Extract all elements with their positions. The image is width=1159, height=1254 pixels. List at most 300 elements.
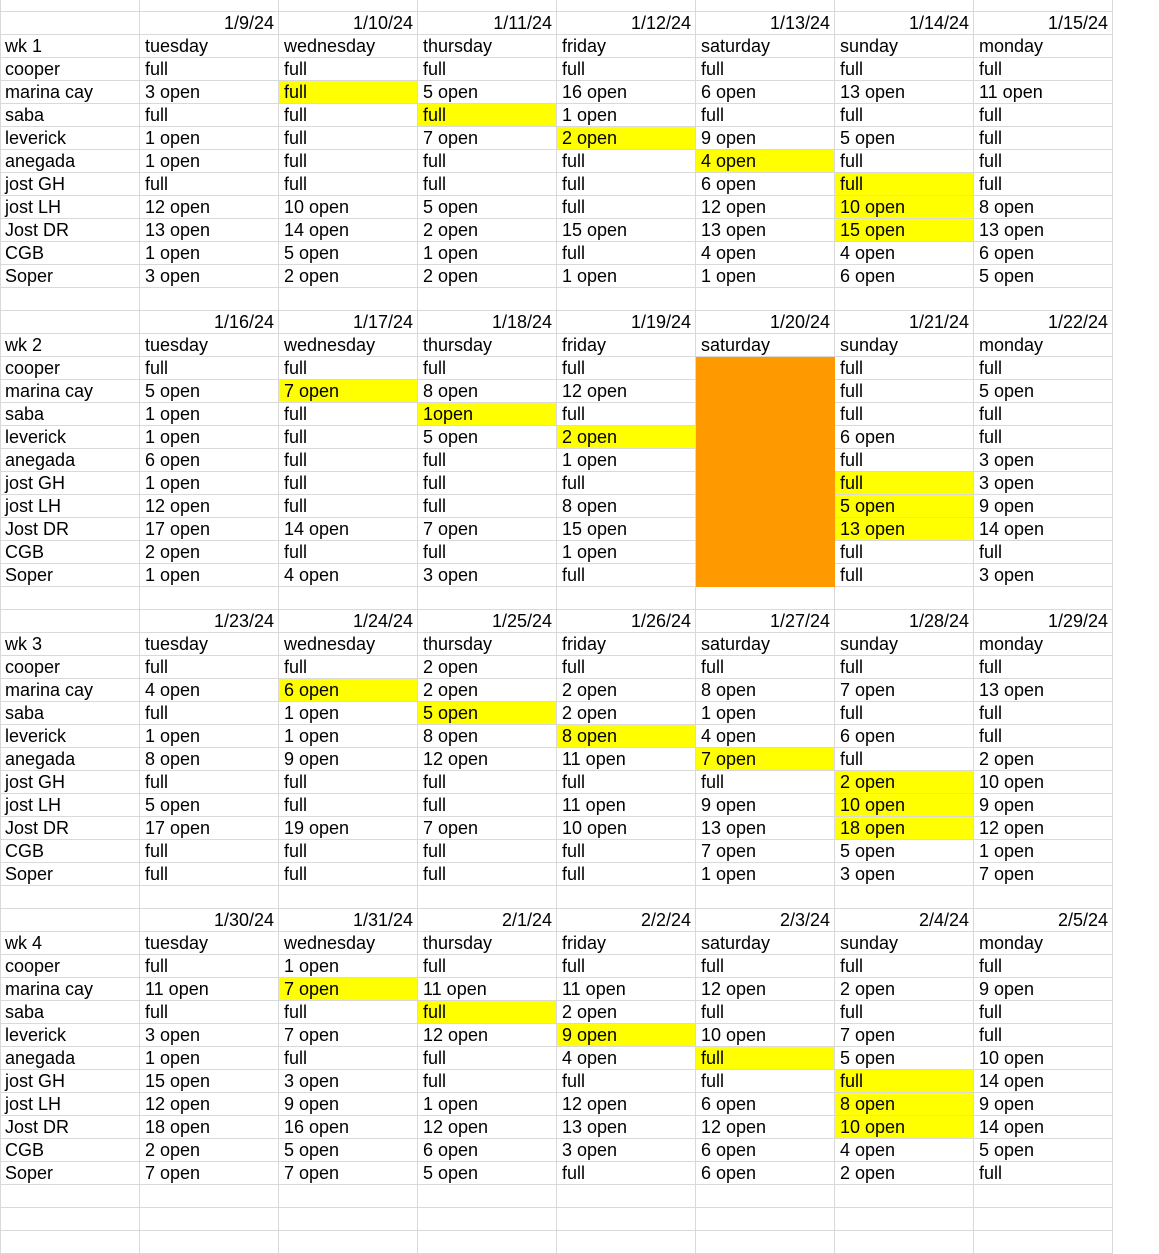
availability-cell[interactable]: full: [418, 1001, 557, 1024]
availability-cell[interactable]: full: [835, 357, 974, 380]
availability-cell[interactable]: 7 open: [835, 1024, 974, 1047]
date-cell[interactable]: 1/9/24: [140, 12, 279, 35]
empty-cell[interactable]: [696, 587, 835, 610]
availability-cell[interactable]: 12 open: [974, 817, 1113, 840]
empty-cell[interactable]: [974, 587, 1113, 610]
availability-cell[interactable]: 1 open: [974, 840, 1113, 863]
availability-cell[interactable]: 1 open: [557, 449, 696, 472]
availability-cell[interactable]: full: [557, 840, 696, 863]
location-name[interactable]: jost LH: [0, 495, 140, 518]
empty-cell[interactable]: [835, 587, 974, 610]
empty-cell[interactable]: [974, 1231, 1113, 1254]
empty-cell[interactable]: [140, 886, 279, 909]
location-name[interactable]: leverick: [0, 1024, 140, 1047]
availability-cell[interactable]: full: [557, 403, 696, 426]
availability-cell[interactable]: 13 open: [974, 219, 1113, 242]
empty-cell[interactable]: [279, 0, 418, 12]
location-name[interactable]: marina cay: [0, 978, 140, 1001]
availability-cell[interactable]: 2 open: [279, 265, 418, 288]
availability-cell[interactable]: full: [835, 564, 974, 587]
availability-cell[interactable]: [696, 495, 835, 518]
availability-cell[interactable]: 2 open: [418, 219, 557, 242]
availability-cell[interactable]: 7 open: [418, 817, 557, 840]
availability-cell[interactable]: 8 open: [557, 495, 696, 518]
day-header-cell[interactable]: wednesday: [279, 334, 418, 357]
availability-cell[interactable]: full: [279, 495, 418, 518]
day-header-cell[interactable]: tuesday: [140, 932, 279, 955]
availability-cell[interactable]: 8 open: [696, 679, 835, 702]
location-name[interactable]: leverick: [0, 426, 140, 449]
day-header-cell[interactable]: monday: [974, 633, 1113, 656]
availability-cell[interactable]: full: [557, 955, 696, 978]
availability-cell[interactable]: 2 open: [140, 1139, 279, 1162]
availability-cell[interactable]: [696, 357, 835, 380]
availability-cell[interactable]: full: [835, 656, 974, 679]
availability-cell[interactable]: full: [557, 1070, 696, 1093]
availability-cell[interactable]: 1 open: [696, 265, 835, 288]
availability-cell[interactable]: 11 open: [557, 748, 696, 771]
availability-cell[interactable]: 12 open: [696, 1116, 835, 1139]
availability-cell[interactable]: full: [974, 357, 1113, 380]
availability-cell[interactable]: 6 open: [835, 426, 974, 449]
date-cell[interactable]: 1/29/24: [974, 610, 1113, 633]
location-name[interactable]: CGB: [0, 242, 140, 265]
availability-cell[interactable]: full: [279, 863, 418, 886]
availability-cell[interactable]: 11 open: [557, 978, 696, 1001]
date-cell[interactable]: 1/20/24: [696, 311, 835, 334]
availability-cell[interactable]: full: [418, 58, 557, 81]
availability-cell[interactable]: 3 open: [974, 472, 1113, 495]
week-label[interactable]: wk 1: [0, 35, 140, 58]
availability-cell[interactable]: 15 open: [140, 1070, 279, 1093]
availability-cell[interactable]: full: [696, 58, 835, 81]
location-name[interactable]: saba: [0, 403, 140, 426]
availability-cell[interactable]: full: [835, 150, 974, 173]
location-name[interactable]: saba: [0, 1001, 140, 1024]
availability-cell[interactable]: full: [418, 1070, 557, 1093]
availability-cell[interactable]: 13 open: [835, 518, 974, 541]
availability-cell[interactable]: full: [140, 1001, 279, 1024]
availability-cell[interactable]: 13 open: [974, 679, 1113, 702]
empty-cell[interactable]: [696, 886, 835, 909]
availability-cell[interactable]: full: [835, 403, 974, 426]
date-cell[interactable]: 1/14/24: [835, 12, 974, 35]
availability-cell[interactable]: 9 open: [557, 1024, 696, 1047]
availability-cell[interactable]: 2 open: [557, 1001, 696, 1024]
availability-cell[interactable]: full: [418, 541, 557, 564]
availability-cell[interactable]: [696, 403, 835, 426]
availability-cell[interactable]: 5 open: [418, 702, 557, 725]
availability-cell[interactable]: 7 open: [418, 518, 557, 541]
availability-cell[interactable]: 4 open: [279, 564, 418, 587]
availability-cell[interactable]: full: [279, 150, 418, 173]
availability-cell[interactable]: 9 open: [974, 978, 1113, 1001]
date-cell[interactable]: 1/19/24: [557, 311, 696, 334]
day-header-cell[interactable]: friday: [557, 334, 696, 357]
location-name[interactable]: Jost DR: [0, 219, 140, 242]
day-header-cell[interactable]: thursday: [418, 932, 557, 955]
empty-cell[interactable]: [279, 288, 418, 311]
date-cell[interactable]: 1/23/24: [140, 610, 279, 633]
availability-cell[interactable]: full: [418, 771, 557, 794]
availability-cell[interactable]: 12 open: [140, 1093, 279, 1116]
location-name[interactable]: Jost DR: [0, 518, 140, 541]
empty-cell[interactable]: [0, 610, 140, 633]
empty-cell[interactable]: [557, 288, 696, 311]
week-label[interactable]: wk 3: [0, 633, 140, 656]
availability-cell[interactable]: full: [835, 380, 974, 403]
day-header-cell[interactable]: friday: [557, 932, 696, 955]
empty-cell[interactable]: [0, 288, 140, 311]
empty-cell[interactable]: [140, 1208, 279, 1231]
availability-cell[interactable]: 2 open: [418, 679, 557, 702]
availability-cell[interactable]: full: [835, 173, 974, 196]
availability-cell[interactable]: 5 open: [418, 196, 557, 219]
availability-cell[interactable]: full: [835, 748, 974, 771]
availability-cell[interactable]: 1 open: [557, 104, 696, 127]
availability-cell[interactable]: 12 open: [418, 1116, 557, 1139]
availability-cell[interactable]: 5 open: [835, 840, 974, 863]
availability-cell[interactable]: full: [696, 104, 835, 127]
availability-cell[interactable]: 18 open: [835, 817, 974, 840]
empty-cell[interactable]: [0, 12, 140, 35]
date-cell[interactable]: 1/13/24: [696, 12, 835, 35]
availability-cell[interactable]: full: [140, 863, 279, 886]
day-header-cell[interactable]: friday: [557, 35, 696, 58]
availability-cell[interactable]: 12 open: [696, 196, 835, 219]
availability-cell[interactable]: 4 open: [835, 1139, 974, 1162]
availability-cell[interactable]: 12 open: [140, 495, 279, 518]
availability-cell[interactable]: 4 open: [557, 1047, 696, 1070]
date-cell[interactable]: 2/4/24: [835, 909, 974, 932]
availability-cell[interactable]: 5 open: [140, 794, 279, 817]
location-name[interactable]: cooper: [0, 357, 140, 380]
availability-cell[interactable]: 1 open: [140, 564, 279, 587]
availability-cell[interactable]: 7 open: [835, 679, 974, 702]
date-cell[interactable]: 2/1/24: [418, 909, 557, 932]
empty-cell[interactable]: [140, 288, 279, 311]
location-name[interactable]: saba: [0, 702, 140, 725]
empty-cell[interactable]: [140, 1185, 279, 1208]
location-name[interactable]: jost LH: [0, 1093, 140, 1116]
availability-cell[interactable]: 1 open: [140, 150, 279, 173]
empty-cell[interactable]: [279, 1185, 418, 1208]
availability-cell[interactable]: 7 open: [279, 380, 418, 403]
availability-cell[interactable]: 15 open: [835, 219, 974, 242]
availability-cell[interactable]: 5 open: [974, 265, 1113, 288]
date-cell[interactable]: 1/22/24: [974, 311, 1113, 334]
date-cell[interactable]: 2/3/24: [696, 909, 835, 932]
availability-cell[interactable]: 16 open: [279, 1116, 418, 1139]
empty-cell[interactable]: [0, 587, 140, 610]
day-header-cell[interactable]: monday: [974, 932, 1113, 955]
availability-cell[interactable]: 15 open: [557, 518, 696, 541]
availability-cell[interactable]: full: [140, 840, 279, 863]
location-name[interactable]: anegada: [0, 748, 140, 771]
location-name[interactable]: jost GH: [0, 1070, 140, 1093]
availability-cell[interactable]: 3 open: [835, 863, 974, 886]
location-name[interactable]: marina cay: [0, 679, 140, 702]
empty-cell[interactable]: [696, 1208, 835, 1231]
availability-cell[interactable]: 1 open: [140, 1047, 279, 1070]
empty-cell[interactable]: [0, 1231, 140, 1254]
empty-cell[interactable]: [696, 288, 835, 311]
availability-cell[interactable]: 6 open: [279, 679, 418, 702]
availability-cell[interactable]: 4 open: [835, 242, 974, 265]
empty-cell[interactable]: [140, 1231, 279, 1254]
location-name[interactable]: Soper: [0, 564, 140, 587]
availability-cell[interactable]: 6 open: [974, 242, 1113, 265]
availability-cell[interactable]: 6 open: [696, 1139, 835, 1162]
availability-cell[interactable]: 3 open: [140, 1024, 279, 1047]
empty-cell[interactable]: [0, 1208, 140, 1231]
date-cell[interactable]: 1/11/24: [418, 12, 557, 35]
availability-cell[interactable]: 1 open: [140, 242, 279, 265]
availability-cell[interactable]: 7 open: [418, 127, 557, 150]
location-name[interactable]: marina cay: [0, 81, 140, 104]
availability-cell[interactable]: 1 open: [140, 472, 279, 495]
availability-cell[interactable]: 9 open: [279, 748, 418, 771]
availability-cell[interactable]: 10 open: [835, 1116, 974, 1139]
availability-cell[interactable]: 2 open: [418, 656, 557, 679]
availability-cell[interactable]: full: [418, 104, 557, 127]
availability-cell[interactable]: [696, 518, 835, 541]
empty-cell[interactable]: [279, 1208, 418, 1231]
availability-cell[interactable]: full: [974, 403, 1113, 426]
empty-cell[interactable]: [279, 587, 418, 610]
availability-cell[interactable]: full: [974, 173, 1113, 196]
empty-cell[interactable]: [974, 1208, 1113, 1231]
availability-cell[interactable]: full: [974, 127, 1113, 150]
availability-cell[interactable]: full: [974, 955, 1113, 978]
availability-cell[interactable]: full: [418, 449, 557, 472]
availability-cell[interactable]: 1open: [418, 403, 557, 426]
availability-cell[interactable]: 11 open: [974, 81, 1113, 104]
availability-cell[interactable]: 14 open: [974, 518, 1113, 541]
availability-cell[interactable]: 12 open: [557, 1093, 696, 1116]
availability-cell[interactable]: [696, 449, 835, 472]
availability-cell[interactable]: full: [279, 426, 418, 449]
day-header-cell[interactable]: sunday: [835, 633, 974, 656]
availability-cell[interactable]: full: [140, 656, 279, 679]
availability-cell[interactable]: full: [279, 840, 418, 863]
availability-cell[interactable]: 1 open: [418, 242, 557, 265]
availability-cell[interactable]: 7 open: [279, 1024, 418, 1047]
availability-cell[interactable]: 6 open: [696, 173, 835, 196]
availability-cell[interactable]: 10 open: [974, 771, 1113, 794]
availability-cell[interactable]: full: [279, 173, 418, 196]
availability-cell[interactable]: 1 open: [140, 127, 279, 150]
empty-cell[interactable]: [835, 1185, 974, 1208]
availability-cell[interactable]: 4 open: [140, 679, 279, 702]
availability-cell[interactable]: full: [557, 863, 696, 886]
day-header-cell[interactable]: friday: [557, 633, 696, 656]
availability-cell[interactable]: full: [140, 357, 279, 380]
availability-cell[interactable]: 6 open: [696, 81, 835, 104]
date-cell[interactable]: 1/25/24: [418, 610, 557, 633]
availability-cell[interactable]: full: [835, 702, 974, 725]
availability-cell[interactable]: 1 open: [557, 541, 696, 564]
availability-cell[interactable]: 2 open: [835, 978, 974, 1001]
day-header-cell[interactable]: monday: [974, 35, 1113, 58]
availability-cell[interactable]: 10 open: [279, 196, 418, 219]
availability-cell[interactable]: full: [418, 472, 557, 495]
availability-cell[interactable]: full: [418, 1047, 557, 1070]
day-header-cell[interactable]: tuesday: [140, 35, 279, 58]
empty-cell[interactable]: [418, 1231, 557, 1254]
availability-cell[interactable]: full: [557, 656, 696, 679]
day-header-cell[interactable]: wednesday: [279, 932, 418, 955]
date-cell[interactable]: 1/30/24: [140, 909, 279, 932]
availability-cell[interactable]: [696, 541, 835, 564]
location-name[interactable]: jost LH: [0, 196, 140, 219]
date-cell[interactable]: 1/16/24: [140, 311, 279, 334]
availability-cell[interactable]: full: [835, 541, 974, 564]
availability-cell[interactable]: 18 open: [140, 1116, 279, 1139]
empty-cell[interactable]: [835, 1231, 974, 1254]
availability-cell[interactable]: 3 open: [974, 449, 1113, 472]
availability-cell[interactable]: full: [279, 81, 418, 104]
availability-cell[interactable]: full: [557, 357, 696, 380]
empty-cell[interactable]: [0, 886, 140, 909]
date-cell[interactable]: 1/10/24: [279, 12, 418, 35]
availability-cell[interactable]: full: [279, 656, 418, 679]
availability-cell[interactable]: 12 open: [418, 1024, 557, 1047]
availability-cell[interactable]: full: [557, 58, 696, 81]
availability-cell[interactable]: full: [418, 863, 557, 886]
availability-cell[interactable]: 6 open: [418, 1139, 557, 1162]
availability-cell[interactable]: 9 open: [279, 1093, 418, 1116]
day-header-cell[interactable]: saturday: [696, 35, 835, 58]
availability-cell[interactable]: full: [974, 656, 1113, 679]
availability-cell[interactable]: 9 open: [974, 794, 1113, 817]
day-header-cell[interactable]: tuesday: [140, 633, 279, 656]
availability-cell[interactable]: 13 open: [557, 1116, 696, 1139]
availability-cell[interactable]: full: [140, 173, 279, 196]
location-name[interactable]: CGB: [0, 541, 140, 564]
availability-cell[interactable]: full: [279, 472, 418, 495]
availability-cell[interactable]: full: [835, 449, 974, 472]
availability-cell[interactable]: full: [835, 472, 974, 495]
availability-cell[interactable]: 2 open: [557, 702, 696, 725]
day-header-cell[interactable]: wednesday: [279, 35, 418, 58]
availability-cell[interactable]: 6 open: [696, 1093, 835, 1116]
availability-cell[interactable]: full: [974, 1162, 1113, 1185]
availability-cell[interactable]: 10 open: [835, 196, 974, 219]
availability-cell[interactable]: full: [557, 1162, 696, 1185]
availability-cell[interactable]: full: [279, 104, 418, 127]
availability-cell[interactable]: 5 open: [835, 127, 974, 150]
availability-cell[interactable]: 1 open: [140, 403, 279, 426]
availability-cell[interactable]: 4 open: [696, 242, 835, 265]
availability-cell[interactable]: [696, 380, 835, 403]
availability-cell[interactable]: 5 open: [835, 1047, 974, 1070]
availability-cell[interactable]: 15 open: [557, 219, 696, 242]
availability-cell[interactable]: 12 open: [418, 748, 557, 771]
availability-cell[interactable]: 3 open: [140, 81, 279, 104]
empty-cell[interactable]: [835, 1208, 974, 1231]
empty-cell[interactable]: [557, 886, 696, 909]
date-cell[interactable]: 1/12/24: [557, 12, 696, 35]
day-header-cell[interactable]: wednesday: [279, 633, 418, 656]
availability-cell[interactable]: 5 open: [418, 426, 557, 449]
date-cell[interactable]: 1/27/24: [696, 610, 835, 633]
availability-cell[interactable]: 2 open: [974, 748, 1113, 771]
date-cell[interactable]: 1/18/24: [418, 311, 557, 334]
availability-cell[interactable]: full: [279, 403, 418, 426]
availability-cell[interactable]: 1 open: [696, 863, 835, 886]
location-name[interactable]: jost GH: [0, 771, 140, 794]
availability-cell[interactable]: full: [140, 58, 279, 81]
availability-cell[interactable]: 11 open: [140, 978, 279, 1001]
availability-cell[interactable]: 11 open: [557, 794, 696, 817]
date-cell[interactable]: 1/31/24: [279, 909, 418, 932]
availability-cell[interactable]: 2 open: [557, 679, 696, 702]
availability-cell[interactable]: full: [140, 771, 279, 794]
empty-cell[interactable]: [0, 0, 140, 12]
availability-cell[interactable]: 1 open: [140, 725, 279, 748]
availability-cell[interactable]: 12 open: [557, 380, 696, 403]
date-cell[interactable]: 2/5/24: [974, 909, 1113, 932]
location-name[interactable]: saba: [0, 104, 140, 127]
availability-cell[interactable]: 3 open: [140, 265, 279, 288]
day-header-cell[interactable]: thursday: [418, 633, 557, 656]
availability-cell[interactable]: 1 open: [279, 702, 418, 725]
availability-cell[interactable]: 1 open: [696, 702, 835, 725]
availability-cell[interactable]: 13 open: [696, 817, 835, 840]
availability-cell[interactable]: full: [835, 58, 974, 81]
empty-cell[interactable]: [279, 886, 418, 909]
availability-cell[interactable]: 9 open: [696, 127, 835, 150]
day-header-cell[interactable]: sunday: [835, 932, 974, 955]
availability-cell[interactable]: 6 open: [835, 265, 974, 288]
availability-cell[interactable]: full: [140, 702, 279, 725]
location-name[interactable]: leverick: [0, 127, 140, 150]
availability-cell[interactable]: 9 open: [974, 1093, 1113, 1116]
availability-cell[interactable]: 9 open: [974, 495, 1113, 518]
availability-cell[interactable]: full: [974, 426, 1113, 449]
availability-cell[interactable]: 13 open: [140, 219, 279, 242]
availability-cell[interactable]: 11 open: [418, 978, 557, 1001]
availability-cell[interactable]: 17 open: [140, 518, 279, 541]
empty-cell[interactable]: [418, 1208, 557, 1231]
availability-cell[interactable]: 8 open: [974, 196, 1113, 219]
availability-cell[interactable]: 2 open: [140, 541, 279, 564]
availability-cell[interactable]: full: [557, 242, 696, 265]
location-name[interactable]: anegada: [0, 449, 140, 472]
availability-cell[interactable]: full: [696, 1070, 835, 1093]
availability-cell[interactable]: 8 open: [140, 748, 279, 771]
availability-cell[interactable]: 14 open: [974, 1116, 1113, 1139]
empty-cell[interactable]: [696, 0, 835, 12]
availability-cell[interactable]: full: [696, 1047, 835, 1070]
availability-cell[interactable]: full: [835, 104, 974, 127]
availability-cell[interactable]: 6 open: [835, 725, 974, 748]
empty-cell[interactable]: [418, 886, 557, 909]
availability-cell[interactable]: full: [418, 840, 557, 863]
location-name[interactable]: Jost DR: [0, 1116, 140, 1139]
availability-cell[interactable]: full: [974, 541, 1113, 564]
availability-cell[interactable]: 13 open: [696, 219, 835, 242]
availability-cell[interactable]: 7 open: [696, 840, 835, 863]
availability-cell[interactable]: 4 open: [696, 725, 835, 748]
empty-cell[interactable]: [0, 1185, 140, 1208]
availability-cell[interactable]: 5 open: [418, 1162, 557, 1185]
availability-cell[interactable]: full: [557, 173, 696, 196]
location-name[interactable]: Soper: [0, 1162, 140, 1185]
availability-cell[interactable]: full: [557, 150, 696, 173]
location-name[interactable]: anegada: [0, 150, 140, 173]
